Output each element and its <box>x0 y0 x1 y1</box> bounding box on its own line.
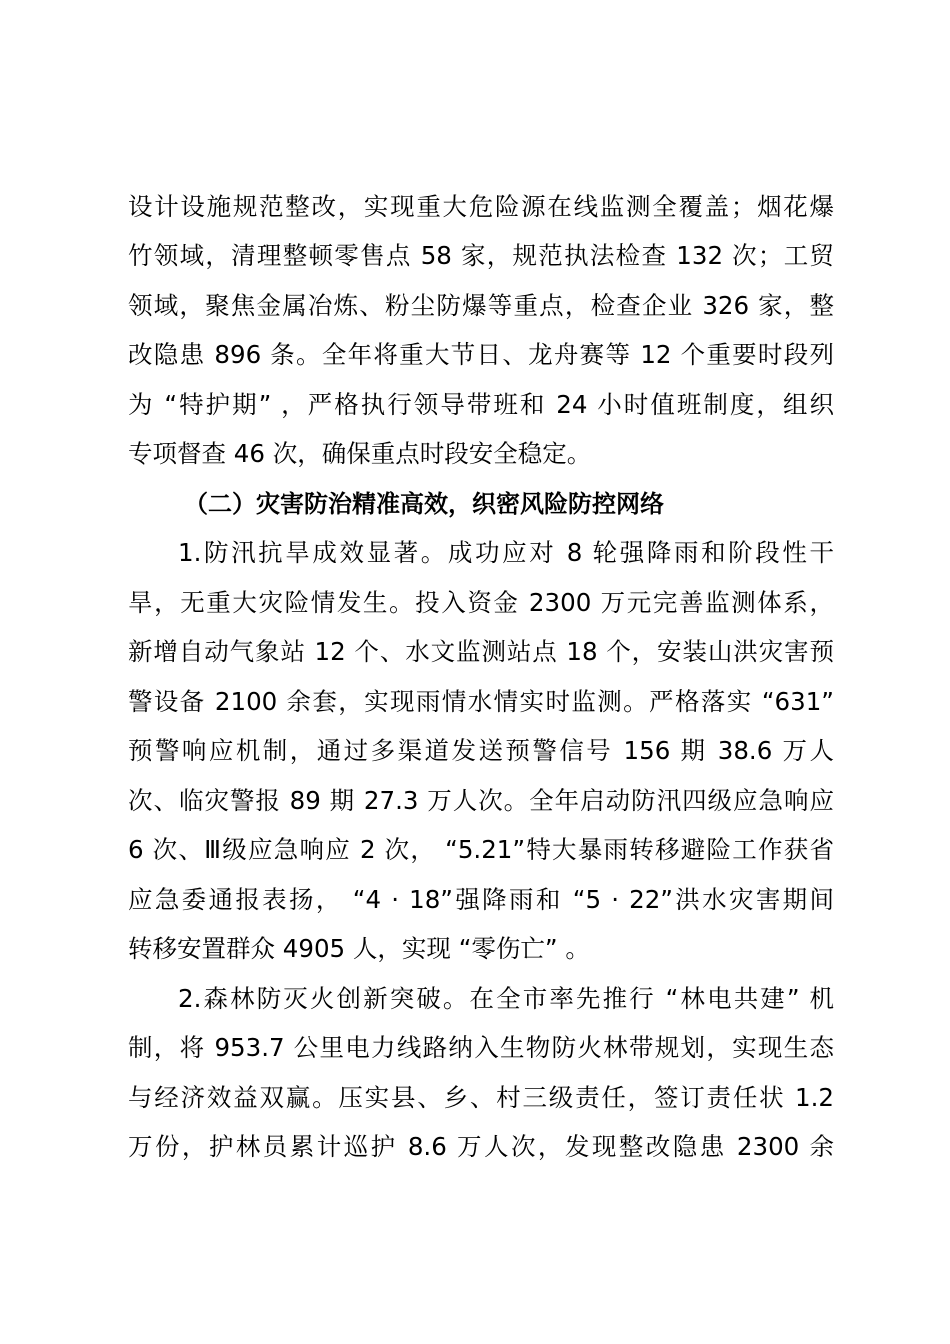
text-line: 设计设施规范整改，实现重大危险源在线监测全覆盖；烟花爆 <box>128 192 834 221</box>
text-line: 专项督查 46 次，确保重点时段安全稳定。 <box>128 439 592 468</box>
text-line: 预警响应机制，通过多渠道发送预警信号 156 期 38.6 万人 <box>128 736 834 765</box>
text-line: 为 “特护期” ，严格执行领导带班和 24 小时值班制度，组织 <box>128 390 834 419</box>
text-line: 与经济效益双赢。压实县、乡、村三级责任，签订责任状 1.2 <box>128 1083 834 1112</box>
text-line: 改隐患 896 条。全年将重大节日、龙舟赛等 12 个重要时段列 <box>128 340 834 369</box>
text-line: 万份，护林员累计巡护 8.6 万人次，发现整改隐患 2300 余 <box>128 1132 834 1161</box>
text-line: 次、临灾警报 89 期 27.3 万人次。全年启动防汛四级应急响应 <box>128 786 834 815</box>
text-line: 应急委通报表扬， “4 · 18”强降雨和 “5 · 22”洪水灾害期间 <box>128 885 834 914</box>
text-line: 竹领域，清理整顿零售点 58 家，规范执法检查 132 次；工贸 <box>128 241 834 270</box>
text-line: 警设备 2100 余套，实现雨情水情实时监测。严格落实 “631” <box>128 687 834 716</box>
text-line: 6 次、Ⅲ级应急响应 2 次， “5.21”特大暴雨转移避险工作获省 <box>128 835 834 864</box>
text-line: 新增自动气象站 12 个、水文监测站点 18 个，安装山洪灾害预 <box>128 637 834 666</box>
text-line: 制，将 953.7 公里电力线路纳入生物防火林带规划，实现生态 <box>128 1033 834 1062</box>
text-line: 领域，聚焦金属冶炼、粉尘防爆等重点，检查企业 326 家，整 <box>128 291 834 320</box>
text-line: 2.森林防灭火创新突破。在全市率先推行 “林电共建” 机 <box>178 984 834 1013</box>
text-line: 旱，无重大灾险情发生。投入资金 2300 万元完善监测体系， <box>128 588 834 617</box>
section-heading: （二）灾害防治精准高效，织密风险防控网络 <box>184 490 664 518</box>
text-line: 1.防汛抗旱成效显著。成功应对 8 轮强降雨和阶段性干 <box>178 538 834 567</box>
text-line: 转移安置群众 4905 人，实现 “零伤亡” 。 <box>128 934 590 963</box>
